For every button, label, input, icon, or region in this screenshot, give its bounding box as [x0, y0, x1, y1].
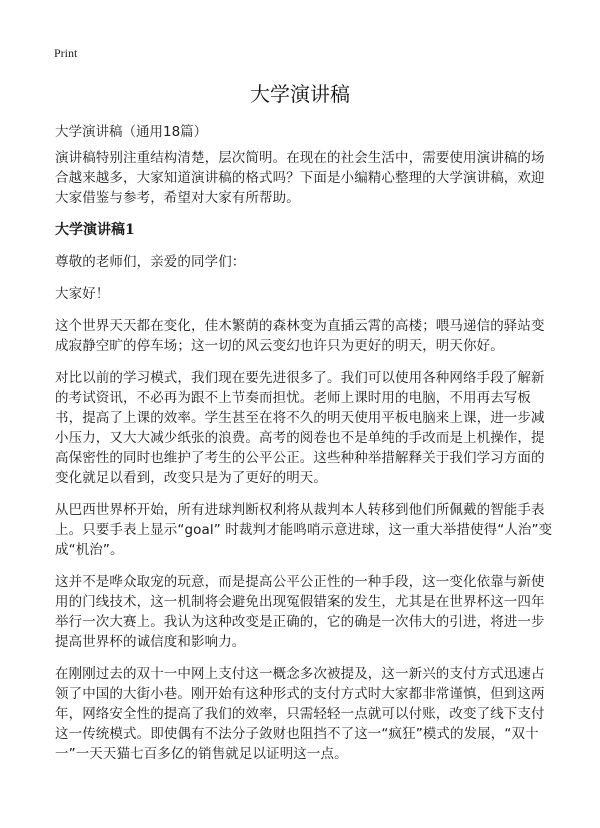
body-paragraph: 在刚刚过去的双十一中网上支付这一概念多次被提及，这一新兴的支付方式迅速占领了中国的大街小巷。刚开始有这种形式的支付方式时大家都非常谨慎，但到这两年，网络安全性的提高了我们的效率，只需轻轻一点就可以付账，改变了线下支付这一传统模式。即使偶有不法分子敛财也阻挡不了这一“疯狂”模式的发展，“双十一”一天天猫七百多亿的销售就足以证明这一点。: [55, 666, 545, 762]
print-link[interactable]: Print: [54, 46, 78, 60]
body-paragraph: 对比以前的学习模式，我们现在要先进很多了。我们可以使用各种网络手段了解新的考试资讯，不必再为跟不上节奏而担忧。老师上课时用的电脑，不用再去写板书，提高了上课的效率。学生甚至在将不久的明天使用平板电脑来上课，进一步减小压力，又大大减少纸张的浪费。高考的阅卷也不是单纯的手改而是上机操作，提高保密性的同时也维护了考生的公平公正。这些种种举措解释关于我们学习方面的变化就足以看到，改变只是为了更好的明天。: [55, 370, 545, 486]
document-body: [55, 148, 555, 776]
greeting: 大家好！: [55, 286, 110, 302]
section-heading: 大学演讲稿1: [55, 222, 135, 238]
body-paragraph: 这个世界天天都在变化，佳木繁荫的森林变为直插云霄的高楼；喂马递信的驿站变成寂静空旷的停车场；这一切的风云变幻也许只为更好的明天，明天你好。: [55, 318, 545, 354]
salutation: 尊敬的老师们，亲爱的同学们：: [55, 254, 246, 270]
document-subtitle: 大学演讲稿（通用18篇）: [55, 124, 208, 140]
document-title: 大学演讲稿: [250, 82, 350, 106]
intro-paragraph: 演讲稿特别注重结构清楚，层次简明。在现在的社会生活中，需要使用演讲稿的场合越来越多，大家知道演讲稿的格式吗？下面是小编精心整理的大学演讲稿，欢迎大家借鉴与参考，希望对大家有所帮助。: [55, 150, 545, 206]
body-paragraph: 从巴西世界杯开始，所有进球判断权利将从裁判本人转移到他们所佩戴的智能手表上。只要手表上显示“goal” 时裁判才能鸣哨示意进球，这一重大举措使得“人治”变成“机治”。: [55, 502, 553, 558]
body-paragraph: 这并不是哗众取宠的玩意，而是提高公平公正性的一种手段，这一变化依靠与新使用的门线技术，这一机制将会避免出现冤假错案的发生，尤其是在世界杯这一四年举行一次大赛上。我认为这种改变是正确的，它的确是一次伟大的引进，将进一步提高世界杯的诚信度和影响力。: [55, 574, 545, 650]
